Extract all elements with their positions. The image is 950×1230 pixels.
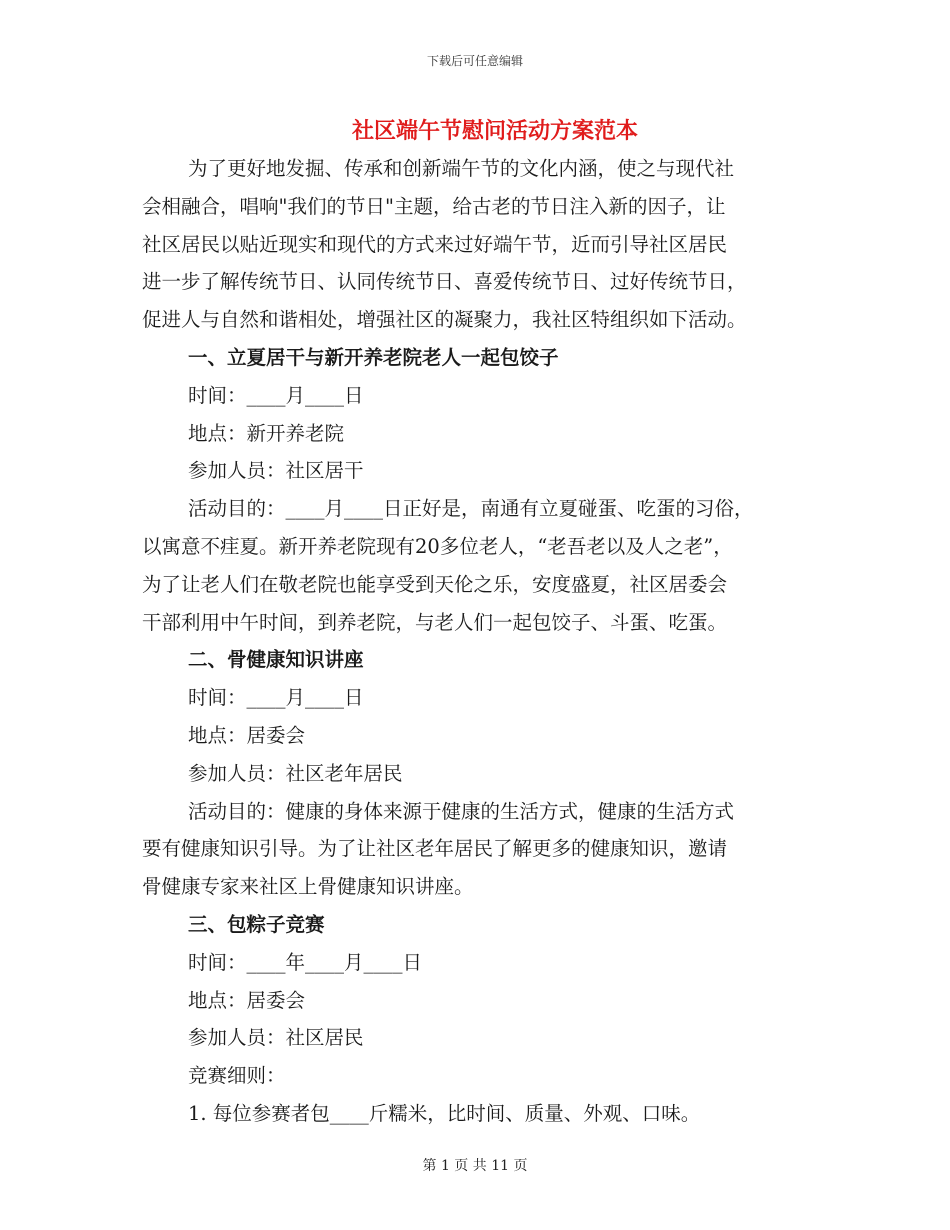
paragraph-line: 以寓意不疰夏。新开养老院现有20多位老人，“老吾老以及人之老”， — [142, 534, 733, 558]
paragraph-line: 参加人员：社区居干 — [188, 459, 364, 483]
paragraph-line: 要有健康知识引导。为了让社区老年居民了解更多的健康知识，邀请 — [142, 837, 728, 861]
paragraph-line: 为了让老人们在敬老院也能享受到天伦之乐，安度盛夏，社区居委会 — [142, 572, 728, 596]
paragraph-line: 1. 每位参赛者包____斤糯米，比时间、质量、外观、口味。 — [188, 1101, 701, 1125]
document-body — [142, 150, 806, 1133]
paragraph-line: 时间：____月____日 — [188, 383, 364, 407]
paragraph-line: 进一步了解传统节日、认同传统节日、喜爱传统节日、过好传统节日， — [142, 270, 747, 294]
section-heading: 二、骨健康知识讲座 — [188, 648, 364, 672]
paragraph-line: 会相融合，唱响"我们的节日"主题，给古老的节日注入新的因子，让 — [142, 194, 726, 218]
paragraph-line: 时间：____月____日 — [188, 686, 364, 710]
paragraph-line: 活动目的：____月____日正好是，南通有立夏碰蛋、吃蛋的习俗， — [188, 497, 754, 521]
paragraph-line: 骨健康专家来社区上骨健康知识讲座。 — [142, 875, 474, 899]
paragraph-line: 促进人与自然和谐相处，增强社区的凝聚力，我社区特组织如下活动。 — [142, 308, 747, 332]
paragraph-line: 参加人员：社区居民 — [188, 1026, 364, 1050]
paragraph-line: 活动目的：健康的身体来源于健康的生活方式，健康的生活方式 — [188, 799, 735, 823]
paragraph-line: 参加人员：社区老年居民 — [188, 761, 403, 785]
paragraph-line: 干部利用中午时间，到养老院，与老人们一起包饺子、斗蛋、吃蛋。 — [142, 610, 728, 634]
document-title: 社区端午节慰问活动方案范本 — [351, 118, 638, 144]
paragraph-line: 地点：居委会 — [188, 723, 306, 747]
page-header: 下载后可任意编辑 — [426, 54, 523, 68]
paragraph-line: 时间：____年____月____日 — [188, 950, 423, 974]
paragraph-line: 社区居民以贴近现实和现代的方式来过好端午节，近而引导社区居民 — [142, 232, 728, 256]
paragraph-line: 地点：新开养老院 — [188, 421, 345, 445]
paragraph-line: 为了更好地发掘、传承和创新端午节的文化内涵，使之与现代社 — [188, 157, 735, 180]
section-heading: 三、包粽子竞赛 — [188, 912, 325, 936]
section-heading: 一、立夏居干与新开养老院老人一起包饺子 — [188, 345, 559, 369]
paragraph-line: 地点：居委会 — [188, 988, 306, 1012]
page-footer: 第 1 页 共 11 页 — [422, 1158, 528, 1174]
paragraph-line: 竞赛细则： — [188, 1064, 286, 1088]
